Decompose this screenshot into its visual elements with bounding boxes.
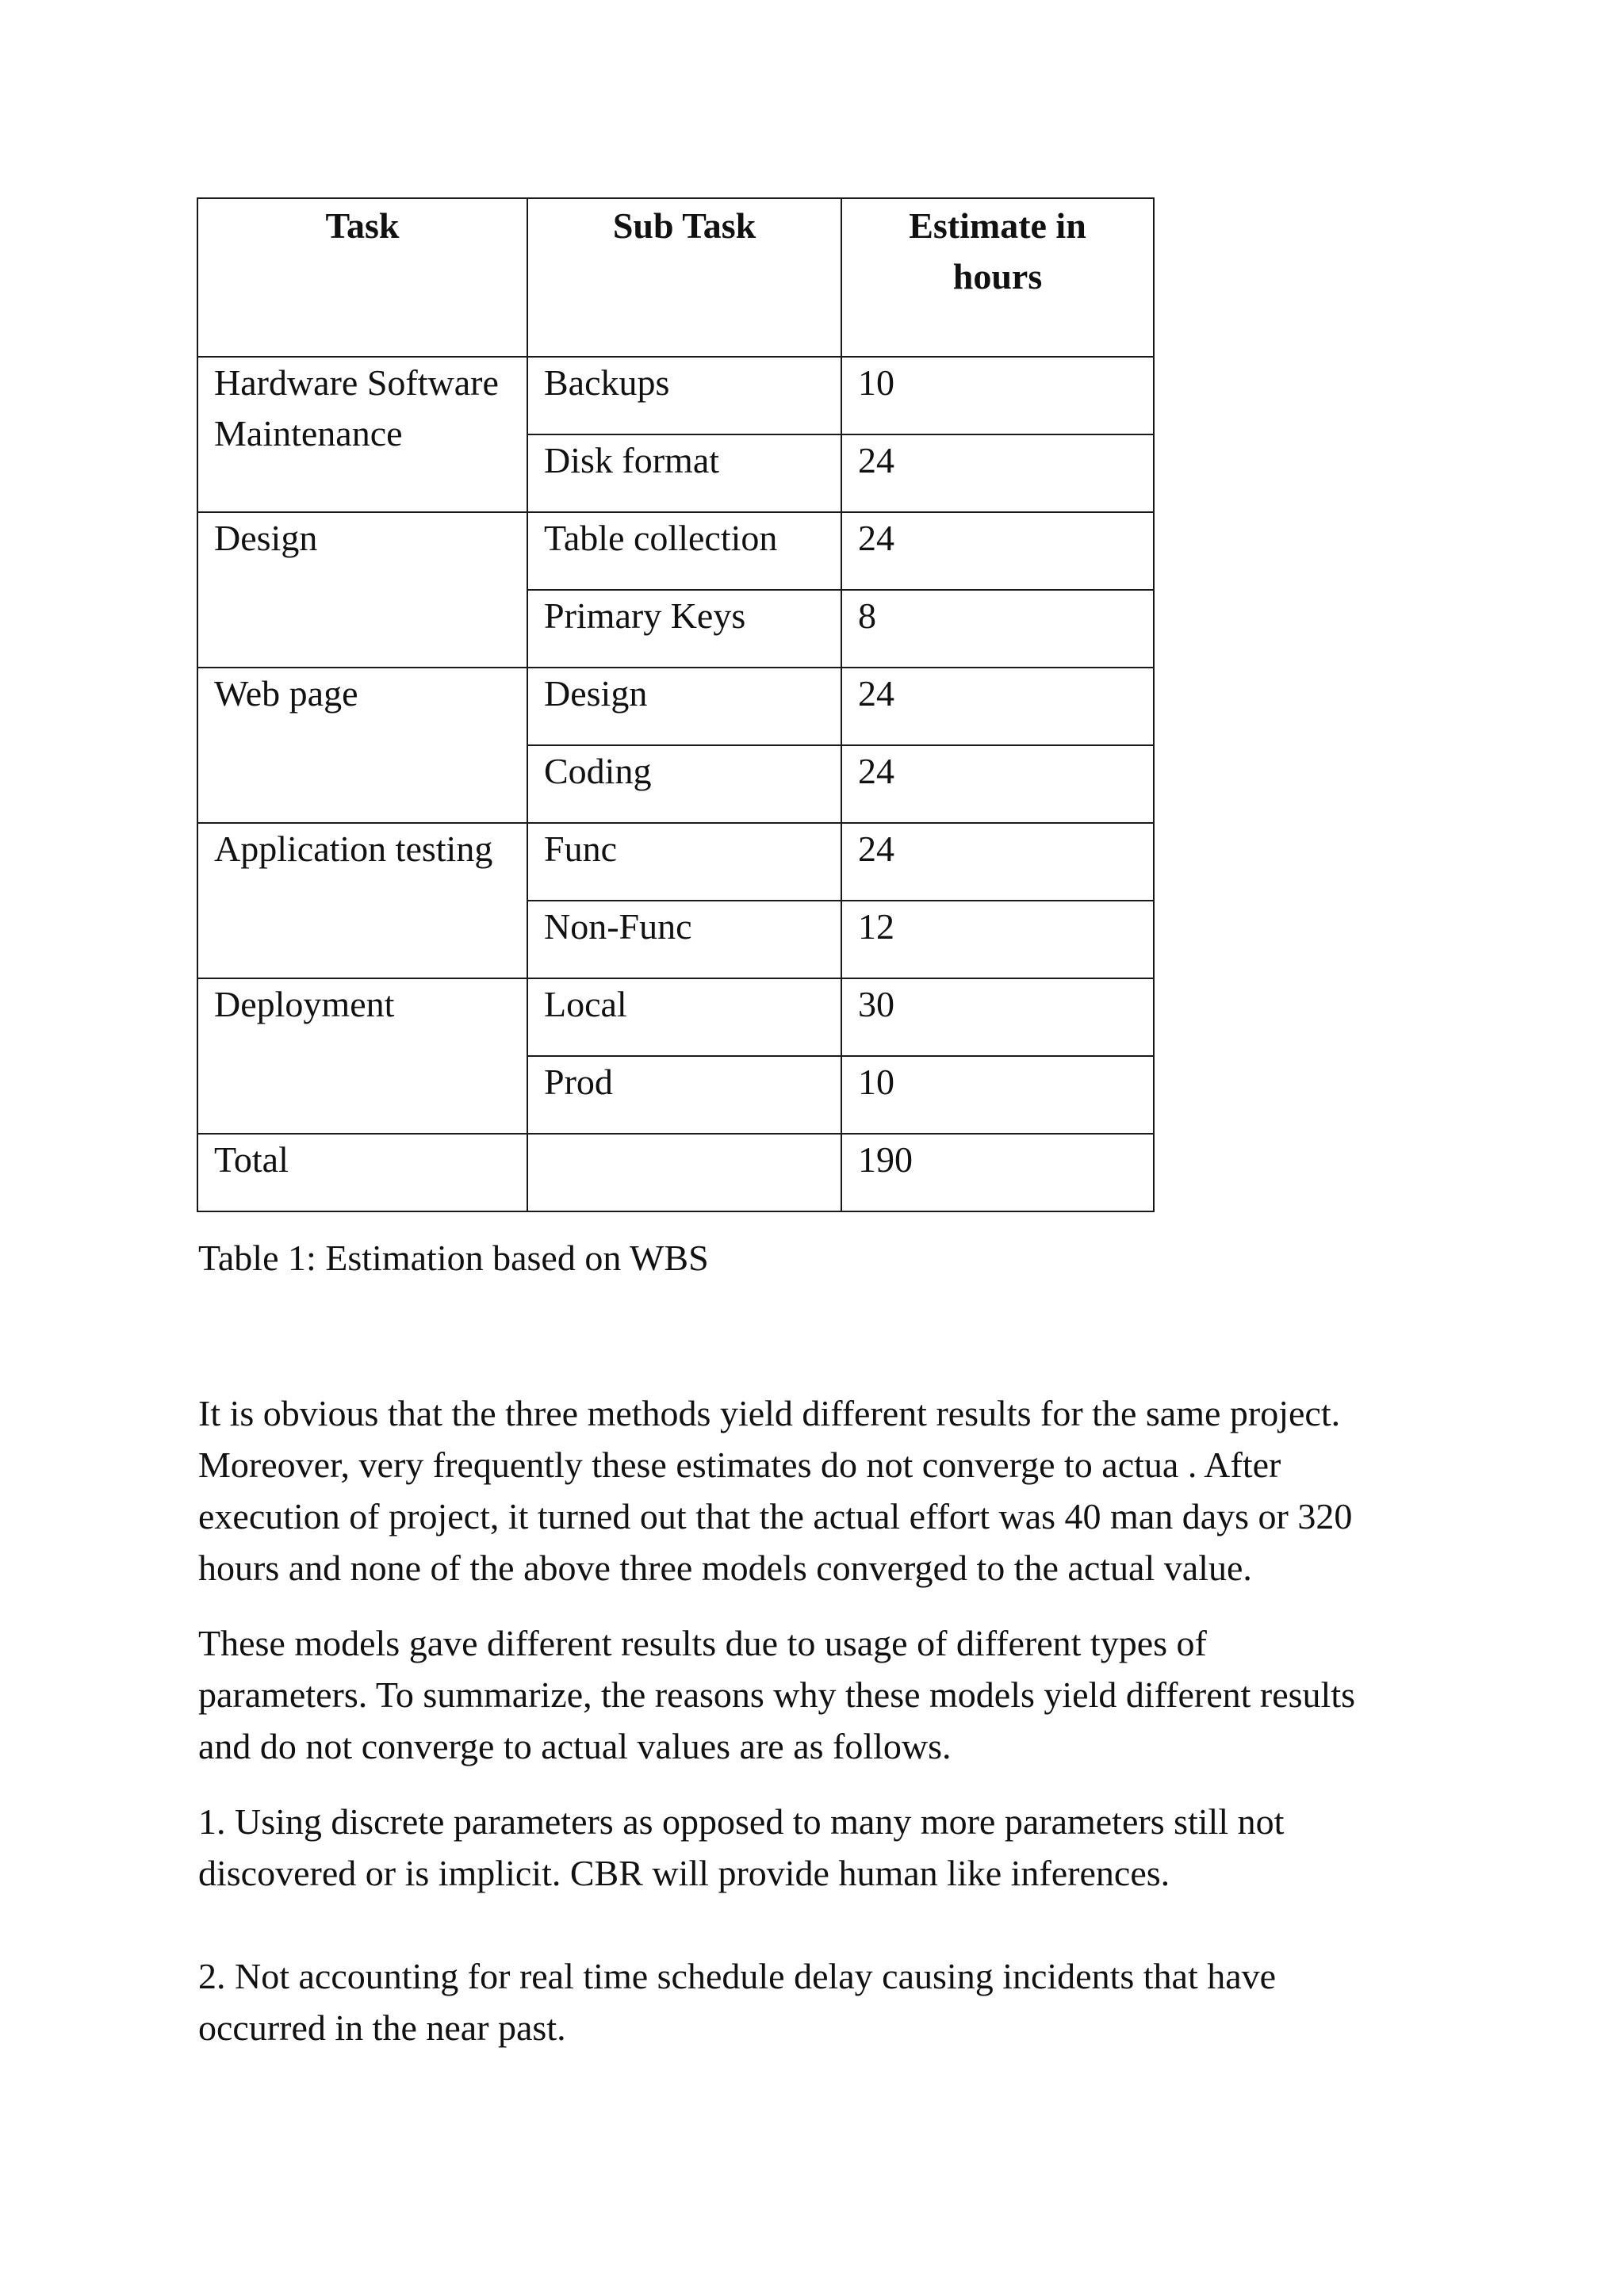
subtask-cell: Coding (527, 745, 841, 823)
estimate-cell: 24 (841, 434, 1154, 512)
subtask-cell: Non-Func (527, 901, 841, 978)
total-subtask (527, 1134, 841, 1211)
estimate-cell: 10 (841, 1056, 1154, 1134)
text-line: hours and none of the above three models converged to the actual value. (198, 1548, 1252, 1588)
total-row (197, 1134, 1154, 1211)
estimate-cell: 24 (841, 745, 1154, 823)
table-row (197, 357, 1154, 434)
estimate-cell: 8 (841, 590, 1154, 668)
estimate-cell: 12 (841, 901, 1154, 978)
numbered-paragraph (198, 1950, 1435, 2053)
wbs-estimation-table (197, 197, 1155, 1212)
table-caption: Table 1: Estimation based on WBS (198, 1238, 709, 1278)
text-line: occurred in the near past. (198, 2007, 566, 2048)
paragraph (198, 1617, 1435, 1772)
subtask-cell: Backups (527, 357, 841, 434)
estimate-cell: 24 (841, 512, 1154, 590)
subtask-cell: Local (527, 978, 841, 1056)
subtask-cell: Table collection (527, 512, 841, 590)
subtask-cell: Primary Keys (527, 590, 841, 668)
task-cell: Hardware Software Maintenance (197, 357, 527, 512)
text-line: discovered or is implicit. CBR will provide human like inferences. (198, 1853, 1170, 1893)
table-row (197, 978, 1154, 1056)
subtask-cell: Func (527, 823, 841, 901)
task-cell: Web page (197, 668, 527, 823)
text-line: and do not converge to actual values are as follows. (198, 1726, 952, 1766)
subtask-cell: Disk format (527, 434, 841, 512)
task-cell: Deployment (197, 978, 527, 1134)
text-line: execution of project, it turned out that the actual effort was 40 man days or 320 (198, 1496, 1353, 1536)
table-row (197, 668, 1154, 745)
header-task: Task (197, 198, 527, 357)
text-line: 2. Not accounting for real time schedule delay causing incidents that have (198, 1956, 1277, 1996)
task-cell: Design (197, 512, 527, 668)
header-sub-task: Sub Task (527, 198, 841, 357)
task-cell: Application testing (197, 823, 527, 978)
table-header-row (197, 198, 1154, 357)
subtask-cell: Prod (527, 1056, 841, 1134)
table-row (197, 823, 1154, 901)
text-line: Moreover, very frequently these estimates do not converge to actua . After (198, 1445, 1281, 1485)
subtask-cell: Design (527, 668, 841, 745)
estimate-cell: 24 (841, 668, 1154, 745)
numbered-paragraph (198, 1796, 1435, 1899)
paragraph (198, 1387, 1435, 1594)
estimate-cell: 10 (841, 357, 1154, 434)
estimate-cell: 24 (841, 823, 1154, 901)
table-row (197, 512, 1154, 590)
text-line: These models gave different results due to usage of different types of (198, 1623, 1207, 1663)
text-line: parameters. To summarize, the reasons why these models yield different results (198, 1674, 1355, 1715)
estimate-cell: 30 (841, 978, 1154, 1056)
text-line: It is obvious that the three methods yield different results for the same project. (198, 1393, 1341, 1433)
header-estimate: Estimate in hours (841, 198, 1154, 357)
text-line: 1. Using discrete parameters as opposed to many more parameters still not (198, 1801, 1285, 1842)
total-estimate: 190 (841, 1134, 1154, 1211)
total-label: Total (197, 1134, 527, 1211)
